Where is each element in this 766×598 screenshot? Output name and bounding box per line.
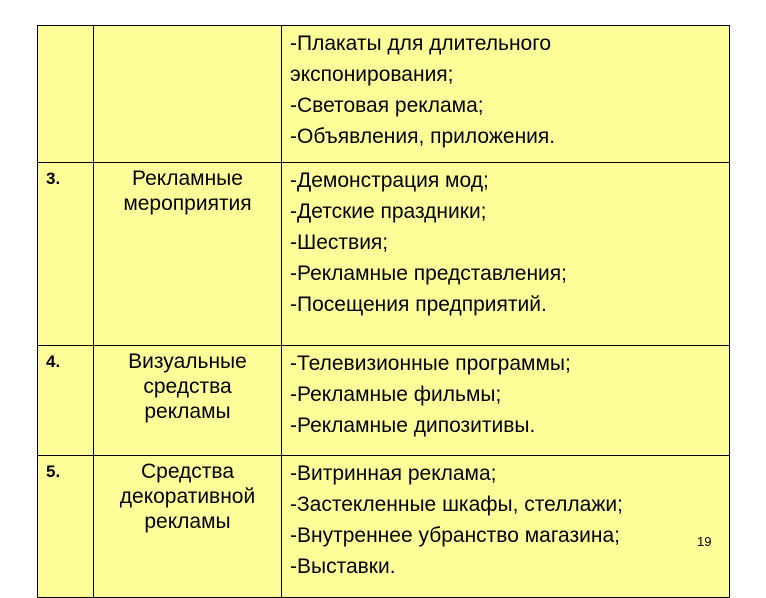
list-item: -Рекламные дипозитивы. [290, 414, 536, 437]
content-table [37, 25, 730, 598]
table-row [38, 346, 730, 456]
row-items [282, 456, 730, 598]
category-line: рекламы [144, 400, 231, 423]
row-items [282, 346, 730, 456]
list-item: -Выставки. [290, 555, 396, 578]
row-category [94, 163, 282, 346]
list-item: -Детские праздники; [290, 200, 487, 223]
table-row [38, 26, 730, 163]
row-items [282, 163, 730, 346]
list-item: -Шествия; [290, 231, 389, 254]
row-number: 5. [38, 456, 94, 598]
category-line: средства [143, 375, 232, 398]
row-category [94, 456, 282, 598]
list-item: -Внутреннее убранство магазина; [290, 524, 620, 547]
page-number: 19 [697, 534, 712, 549]
table-row [38, 163, 730, 346]
list-item: -Рекламные представления; [290, 262, 567, 285]
row-number: 4. [38, 346, 94, 456]
list-item: -Посещения предприятий. [290, 293, 547, 316]
category-line: Визуальные [128, 350, 247, 373]
row-items [282, 26, 730, 163]
row-number: 3. [38, 163, 94, 346]
list-item: -Световая реклама; [290, 94, 484, 117]
list-item: -Застекленные шкафы, стеллажи; [290, 493, 623, 516]
list-item: -Объявления, приложения. [290, 125, 556, 148]
category-line: Средства [140, 460, 235, 483]
list-item: -Плакаты для длительного [290, 32, 552, 55]
table-row [38, 456, 730, 598]
row-category [94, 346, 282, 456]
row-category [94, 26, 282, 163]
list-item: -Рекламные фильмы; [290, 383, 502, 406]
category-line: Рекламные [132, 167, 243, 190]
category-line: мероприятия [123, 192, 252, 215]
row-number [38, 26, 94, 163]
category-line: декоративной [119, 485, 256, 508]
list-item: -Витринная реклама; [290, 462, 497, 485]
list-item: -Демонстрация мод; [290, 169, 489, 192]
category-line: рекламы [144, 510, 231, 533]
list-item: -Телевизионные программы; [290, 352, 571, 375]
list-item: экспонирования; [290, 63, 454, 86]
